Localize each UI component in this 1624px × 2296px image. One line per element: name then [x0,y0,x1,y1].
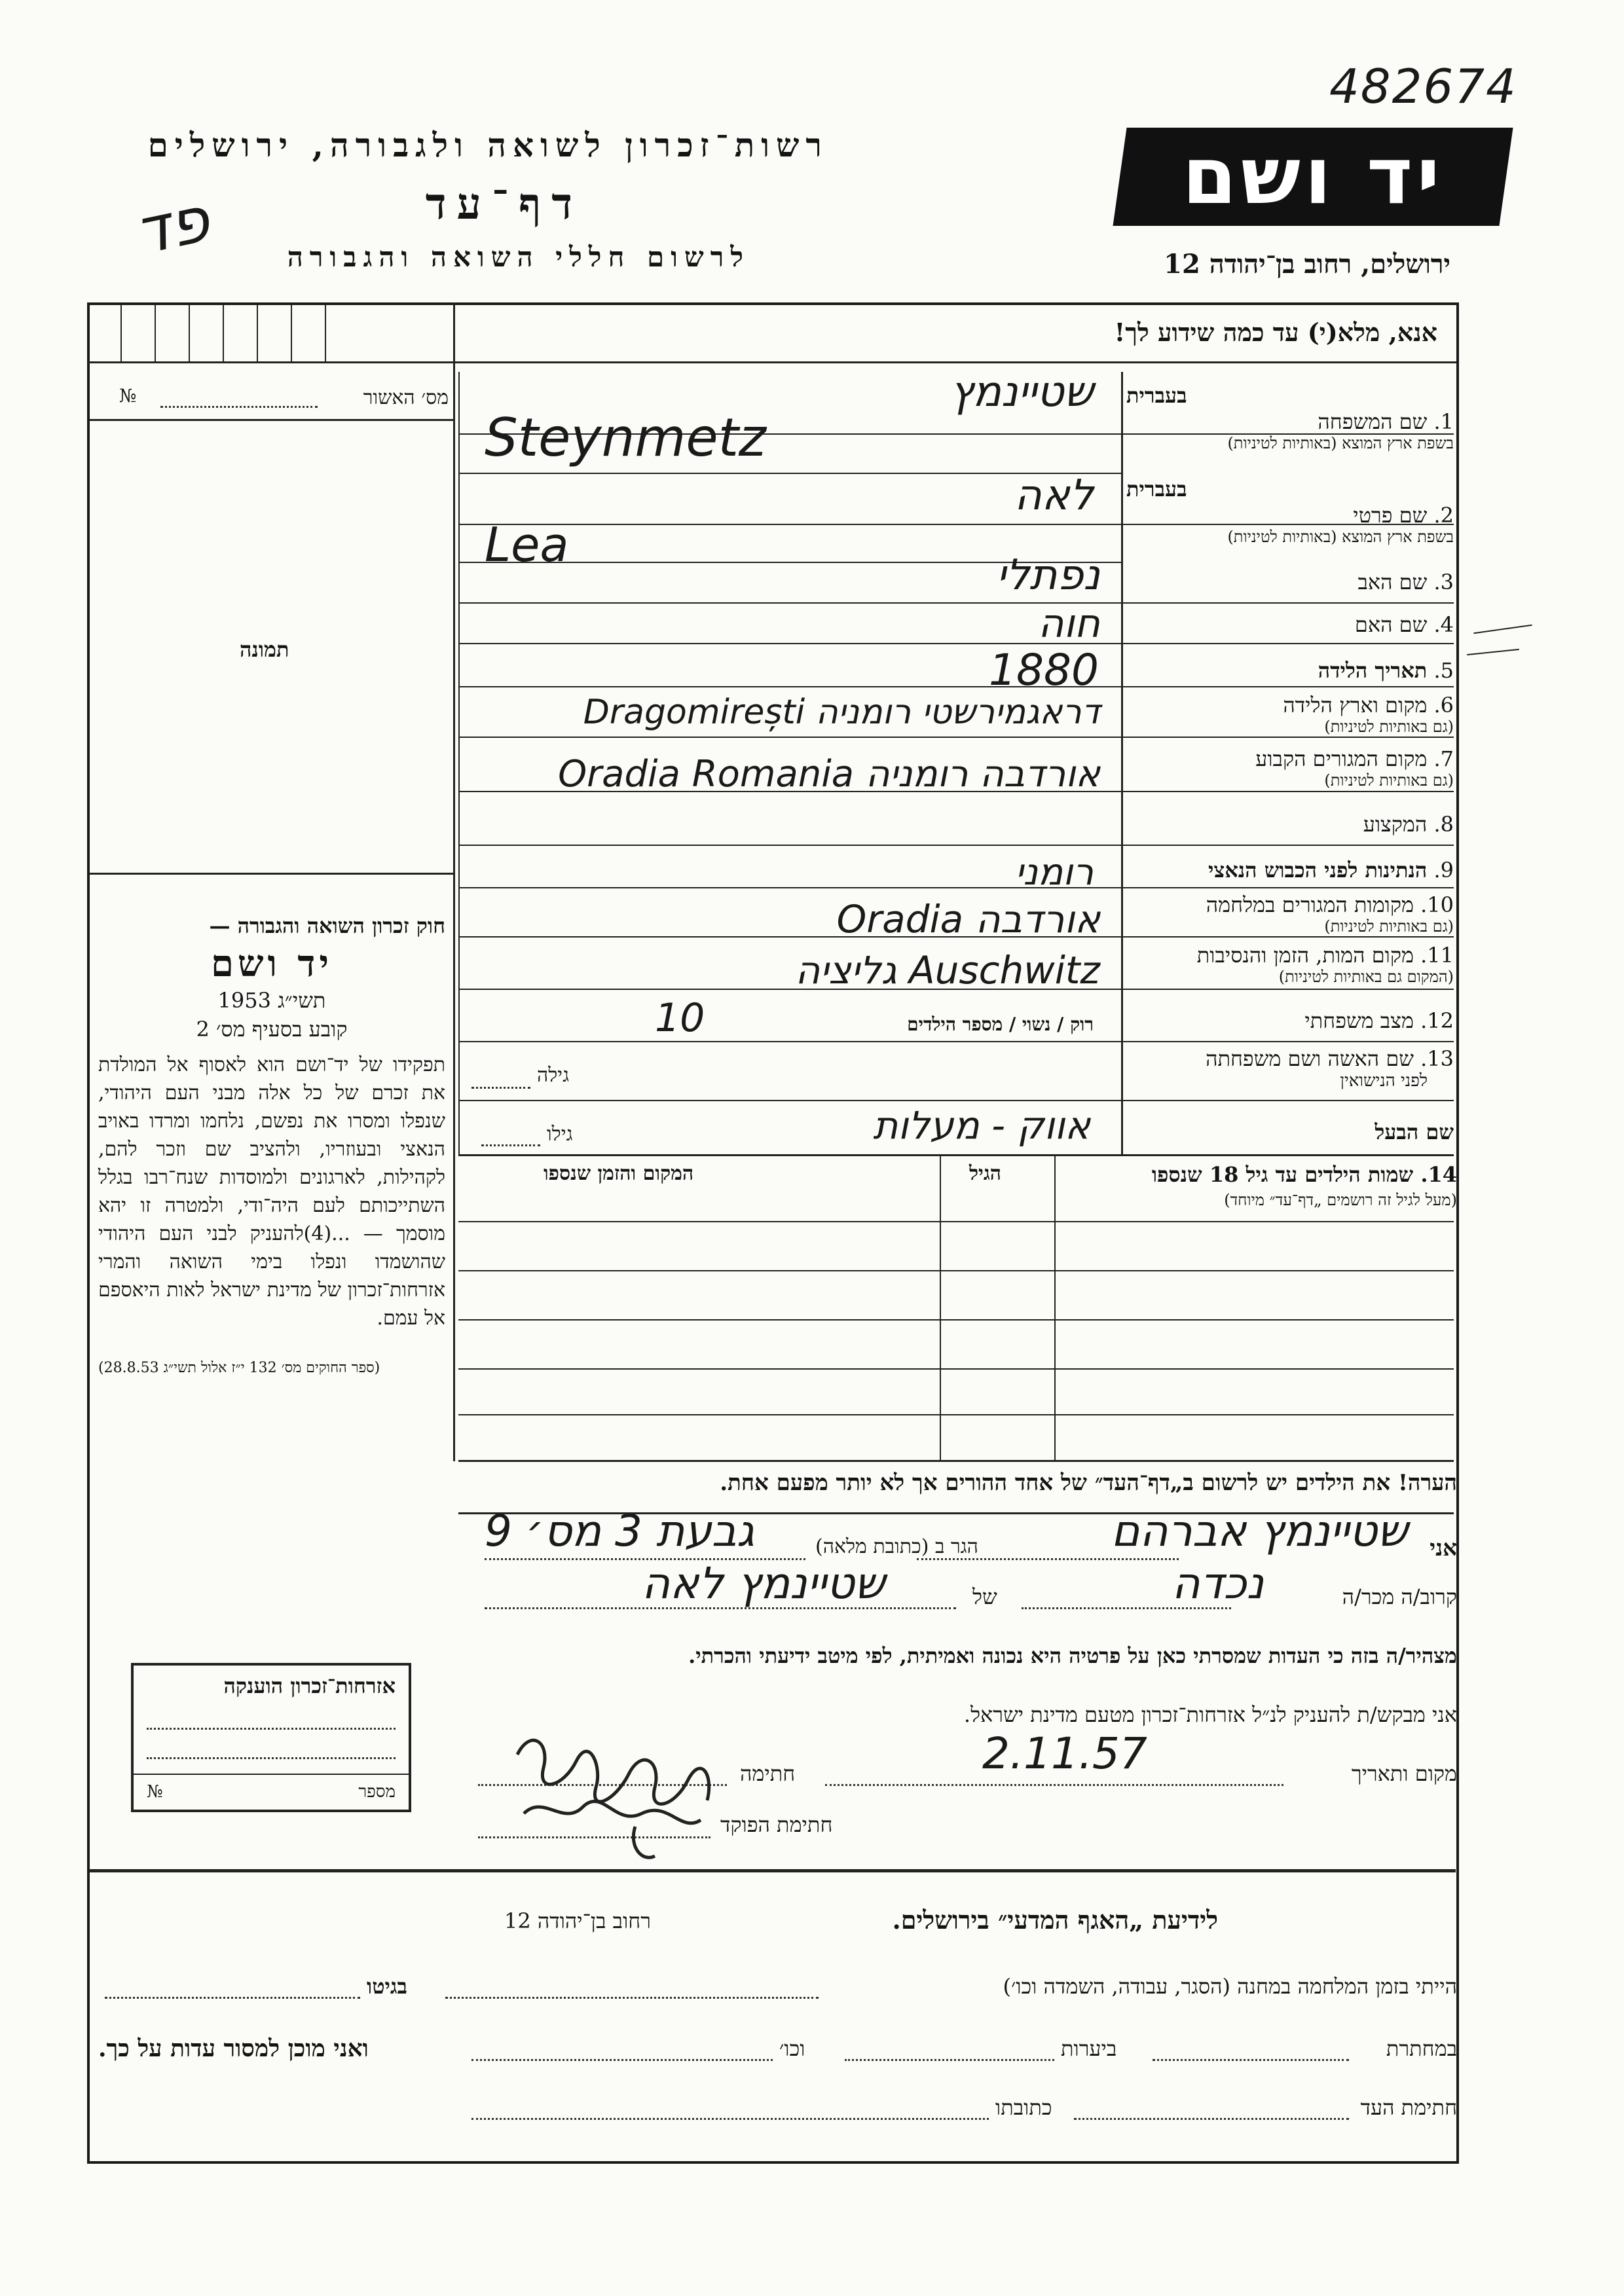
footer-line2-a: במחתרת [1386,2036,1457,2061]
field-2-latin-value[interactable]: Lea [485,517,569,572]
decl-name-value[interactable]: שטיינמץ אברהם [1111,1506,1408,1556]
field-2-sub: בשפת ארץ המוצא (באותיות לטיניות) [1227,528,1454,546]
field-11 [1126,943,1454,987]
memorial-box-title: אזרחות־זכרון הוענקה [223,1673,396,1698]
decl-relative-label: קרוב/ה מכר/ה [1342,1584,1457,1609]
children-col-place: המקום והזמן שנספו [544,1162,694,1185]
field-3-label: שם האב [1357,570,1428,594]
archive-number: 482674 [1329,59,1517,114]
field-5 [1318,658,1454,683]
field-2-num: 2. [1433,503,1454,528]
field-6-value[interactable]: דראגמירשטי רומניה Dragomirești [583,693,1100,732]
children-col-names [1064,1162,1457,1210]
children-col-names-label: שמות הילדים עד גיל 18 שנספו [1151,1162,1414,1187]
field-8-num: 8. [1433,812,1454,837]
field-3 [1357,570,1454,594]
field-4-num: 4. [1433,612,1454,637]
form-title: דף־עד [425,178,583,229]
memorial-box-no: № [147,1782,163,1802]
decl-of-value[interactable]: שטיינמץ לאה [642,1558,885,1609]
field-12-label: מצב משפחתי [1304,1008,1414,1033]
header-address: ירושלים, רחוב בן־יהודה 12 [1164,249,1450,280]
approval-no: № [119,385,137,407]
witness-signature [504,1715,727,1866]
field-6-num: 6. [1433,693,1454,718]
law-clause: קובע בסעיף מס׳ 2 [196,1017,348,1042]
field-12-num: 12. [1420,1008,1454,1033]
decl-request: אני מבקש/ת להעניק לנ״ל אזרחות־זכרון מטעם מדינת ישראל. [963,1702,1457,1727]
husband-age-label: גילו [547,1123,573,1146]
field-1-sub: בשפת ארץ המוצא (באותיות לטיניות) [1227,434,1454,452]
field-1 [1126,383,1454,453]
org-line: רשות־זכרון לשואה ולגבורה, ירושלים [147,126,828,164]
margin-tick [1473,625,1532,634]
field-10-label: מקומות המגורים במלחמה [1206,892,1414,917]
footer-line3-a: חתימת העד [1360,2095,1457,2120]
field-2-tag: בעברית [1126,477,1187,501]
footer-line2-d: ואני מוכן למסור עדות על כך. [98,2035,369,2062]
decl-of-label: של [972,1584,997,1609]
decl-place-date-value[interactable]: 2.11.57 [982,1728,1147,1779]
decl-signature-label: חתימה [740,1761,796,1786]
footer-line3-b: כתובתו [995,2095,1052,2120]
decl-address-value[interactable]: גבעת 3 מס׳ 9 [485,1506,755,1556]
photo-label: תמונה [240,637,289,662]
field-12-children-count[interactable]: 10 [655,995,705,1041]
field-13-num: 13. [1420,1046,1454,1071]
field-7-value[interactable]: אורדבה רומניה Oradia Romania [558,753,1100,795]
logo-text: יד ושם [1182,131,1444,222]
yad-vashem-logo [1113,128,1513,226]
decl-resides-label: הגר ב (כתובת מלאה) [815,1535,978,1558]
field-1-num: 1. [1433,409,1454,434]
code-cells [89,305,453,361]
field-3-num: 3. [1433,570,1454,594]
field-9-label: הנתינות לפני הכבוש הנאצי [1208,858,1428,883]
field-1-latin-value[interactable]: Steynmetz [485,407,766,468]
intro-text: אנא, מלא(י) עד כמה שידוע לך! [1114,318,1437,347]
field-5-value[interactable]: 1880 [989,645,1099,695]
field-2 [1126,477,1454,547]
field-4-label: שם האם [1354,612,1428,637]
footer-line1-a: הייתי בזמן המלחמה במחנה (הסגר, עבודה, השמדה וכו׳) [1003,1974,1457,1999]
field-12 [1304,1008,1454,1033]
field-1-hebrew-value[interactable]: שטיינמץ [950,368,1094,416]
field-1-tag: בעברית [1126,383,1187,408]
field-6-sub: (גם באותיות לטיניות) [1324,718,1454,736]
approval-label: מס׳ האשור [363,386,449,409]
field-11-num: 11. [1420,943,1454,968]
footer-address: רחוב בן־יהודה 12 [504,1908,651,1933]
field-13-label: שם האשה ושם משפחתה [1206,1046,1414,1071]
law-source: (ספר החוקים מס׳ 132 י״ז אלול תשי״ג 28.8.53) [98,1360,380,1376]
field-10-sub: (גם באותיות לטיניות) [1324,917,1454,936]
law-body: תפקידו של יד־ושם הוא לאסוף אל המולדת את זכרם של כל אלה מבני העם היהודי, שנפלו ומסרו את נפשם, נלחמו ומרדו באויב הנאצי ובעוזריו, ולהציב שם וזכר להם, לקהילות, לארגונים ולמוסדות שנח־רבו בגלל השתייכותם לעם היה־ודי, ולמטרה זו יהא מוסמך — ...(4)להעניק לבני העם היהודי שהושמדו ונפלו בימי השואה והמרי אזרחות־זכרון של מדינת ישראל לאות היאספם אל עמם. [98,1053,446,1330]
husband-label: שם הבעל [1375,1120,1454,1144]
field-6 [1126,693,1454,737]
footer-line1-b: בגיטו [367,1974,407,1999]
margin-tick [1467,649,1519,655]
field-11-sub: (המקום גם באותיות לטיניות) [1278,968,1454,986]
field-10-num: 10. [1420,892,1454,917]
field-7-label: מקום המגורים הקבוע [1255,746,1428,771]
decl-place-date-label: מקום ותאריך [1351,1761,1457,1786]
children-col-age: הגיל [969,1162,1002,1185]
husband-value[interactable]: אווק - מעלות [873,1103,1090,1148]
field-1-label: שם המשפחה [1318,409,1428,434]
footer-line2-b: ביערות [1061,2036,1117,2061]
footer-line2-c: וכו׳ [779,2036,805,2061]
field-5-label: תאריך הלידה [1318,658,1428,683]
field-9 [1208,858,1454,883]
memorial-box-number-label: מספר [358,1782,396,1802]
field-13-age-label: גילה [537,1064,570,1087]
field-7 [1126,746,1454,790]
field-9-num: 9. [1433,858,1454,883]
field-8 [1363,812,1454,837]
field-9-value[interactable]: רומני [1015,851,1094,894]
note-text: הערה! את הילדים יש לרשום ב„דף־העד״ של אחד ההורים אך לא יותר מפעם אחת. [720,1470,1457,1496]
field-4 [1355,612,1454,637]
field-5-num: 5. [1433,658,1454,683]
law-year: תשי״ג 1953 [217,988,326,1013]
field-11-label: מקום המות, הזמן והנסיבות [1196,943,1414,968]
field-13 [1126,1046,1454,1091]
field-7-num: 7. [1433,746,1454,771]
law-name: יד ושם [210,942,333,985]
photo-placeholder [89,421,453,873]
margin-mark: פד [128,182,216,270]
law-section [98,913,445,1378]
field-6-label: מקום וארץ הלידה [1283,693,1428,718]
footer-title: לידיעת „האגף המדעי״ בירושלים. [892,1905,1218,1935]
field-2-hebrew-value[interactable]: לאה [1014,471,1094,520]
field-8-label: המקצוע [1363,812,1428,837]
decl-relation-value[interactable]: נכדה [1172,1558,1264,1609]
field-10-value[interactable]: אורדבה Oradia [836,897,1100,941]
field-2-label: שם פרטי [1353,503,1428,528]
field-12-options: רוק / נשוי / מספר הילדים [907,1013,1094,1035]
field-7-sub: (גם באותיות לטיניות) [1324,771,1454,790]
form-subtitle: לרשום חללי השואה והגבורה [287,241,750,273]
field-10 [1126,892,1454,936]
memorial-box [131,1663,411,1812]
law-title: חוק זכרון השואה והגבורה — [209,913,445,938]
field-3-value[interactable]: נפתלי [996,551,1100,600]
field-13-sub: לפני הנישואין [1340,1071,1428,1091]
field-11-value[interactable]: Auschwitz גליציה [795,948,1100,993]
children-num: 14. [1420,1162,1457,1187]
decl-statement: מצהיר/ה בזה כי העדות שמסרתי כאן על פרטיה היא נכונה ואמיתית, לפי מיטב ידיעתי והכרתי. [688,1643,1457,1668]
decl-officer-label: חתימת הפוקד [720,1812,833,1837]
field-4-value[interactable]: חוה [1038,601,1100,647]
decl-ani: אני [1430,1535,1457,1561]
children-col-names-sub: (מעל לגיל זה רושמים „דף־עד״ מיוחד) [1224,1191,1457,1209]
